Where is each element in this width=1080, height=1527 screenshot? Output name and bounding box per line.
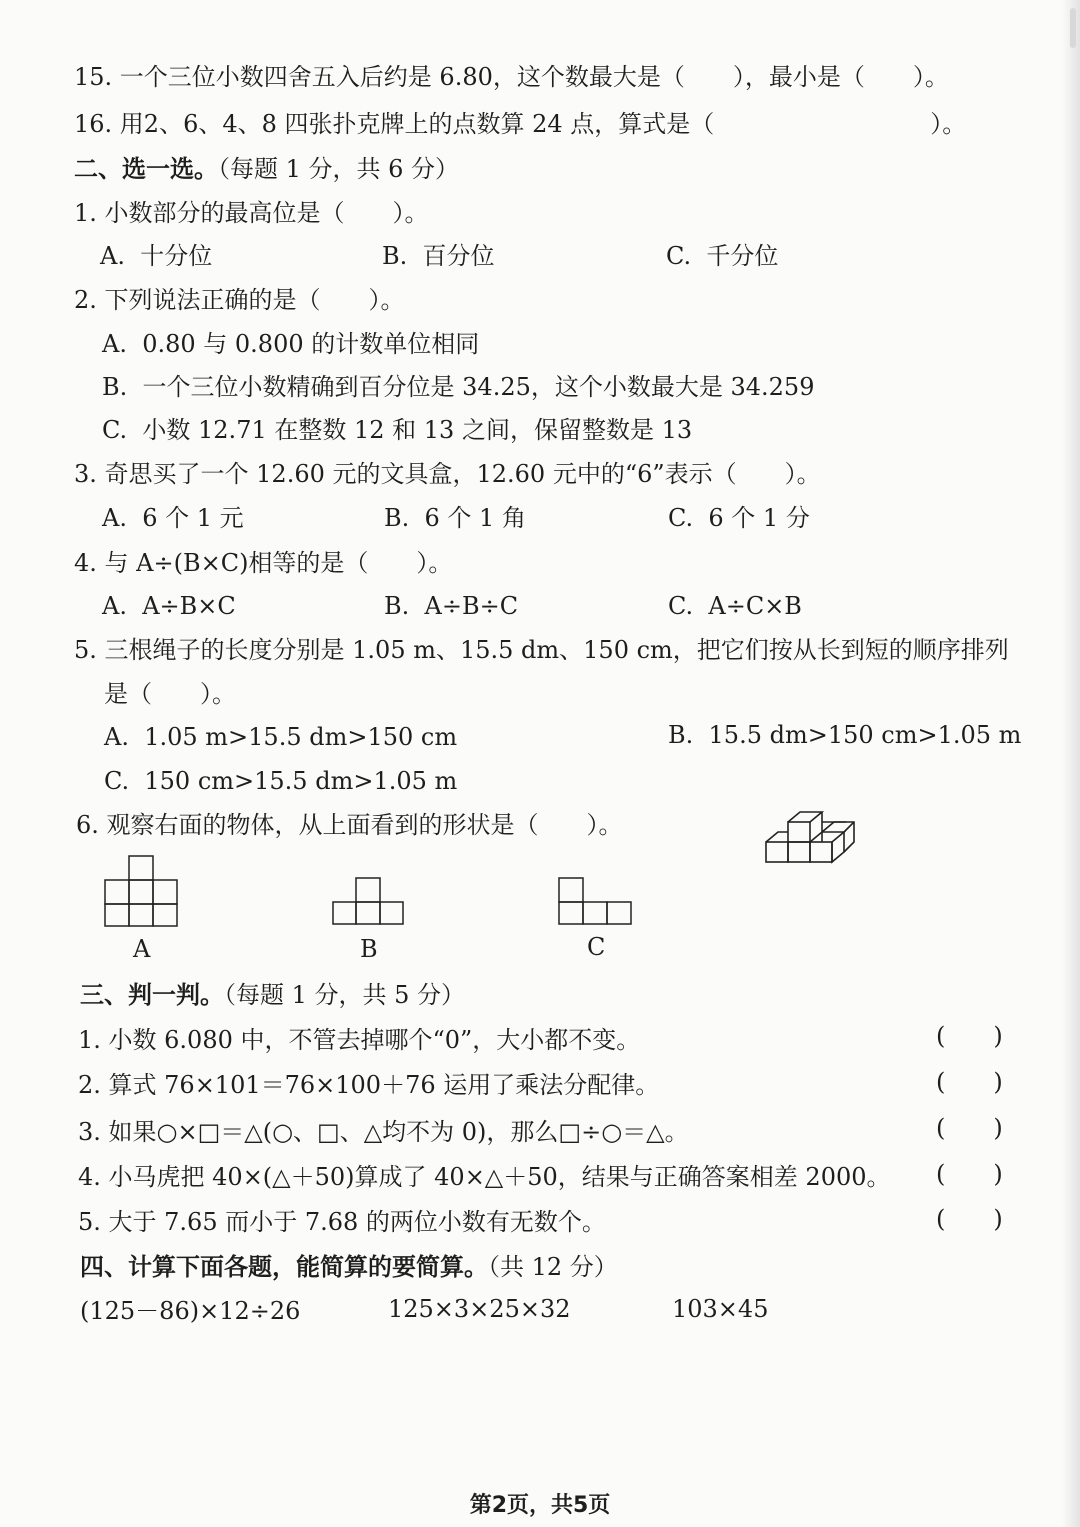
choice-q5-stem-continued: 是（ ）。 [104,680,236,708]
choice-q1-option-b: B. 百分位 [382,242,495,270]
judge-answer-bracket-1: ( ) [936,1022,1003,1050]
section-4-heading [80,1252,618,1282]
section-3-title: 三、判一判。 [80,981,224,1009]
section-4-title: 四、计算下面各题，能简算的要简算。 [80,1253,488,1281]
judge-answer-bracket-3: ( ) [936,1114,1003,1142]
top-view-option-a [104,854,178,928]
choice-q2-option-a: A. 0.80 与 0.800 的计数单位相同 [102,330,480,358]
choice-q4-option-a: A. A÷B×C [102,592,236,620]
cube-stack-figure [762,806,858,864]
option-a-label: A [133,935,151,963]
choice-q1-option-c: C. 千分位 [666,242,779,270]
choice-q3-option-c: C. 6 个 1 分 [668,504,810,532]
calc-expression-1: (125－86)×12÷26 [80,1297,301,1325]
question-16: 16. 用2、6、4、8 四张扑克牌上的点数算 24 点，算式是（ ）。 [74,110,967,138]
choice-q6-stem: 6. 观察右面的物体，从上面看到的形状是（ ）。 [76,811,623,839]
choice-q5-stem: 5. 三根绳子的长度分别是 1.05 m、15.5 dm、150 cm，把它们按从长到短的顺序排列 [74,636,1009,664]
option-b-label: B [360,935,378,963]
section-4-points: （共 12 分） [488,1253,618,1281]
choice-q1-option-a: A. 十分位 [100,242,213,270]
judge-answer-bracket-5: ( ) [936,1205,1003,1233]
judge-item-3: 3. 如果○×□＝△(○、□、△均不为 0)，那么□÷○＝△。 [78,1118,689,1146]
choice-q3-option-a: A. 6 个 1 元 [102,504,244,532]
choice-q4-stem: 4. 与 A÷(B×C)相等的是（ ）。 [74,549,453,577]
judge-item-5: 5. 大于 7.65 而小于 7.68 的两位小数有无数个。 [78,1208,606,1236]
section-3-points: （每题 1 分，共 5 分） [224,981,466,1009]
section-2-title: 二、选一选。 [74,155,218,183]
choice-q5-option-a: A. 1.05 m>15.5 dm>150 cm [104,723,458,751]
judge-item-4: 4. 小马虎把 40×(△＋50)算成了 40×△＋50，结果与正确答案相差 2000。 [78,1163,891,1191]
judge-item-2: 2. 算式 76×101＝76×100＋76 运用了乘法分配律。 [78,1071,660,1099]
top-view-option-b [332,876,404,926]
section-2-heading [74,154,459,184]
choice-q2-stem: 2. 下列说法正确的是（ ）。 [74,286,405,314]
option-c-label: C [587,933,606,961]
page-edge-mark [1070,8,1076,48]
judge-answer-bracket-2: ( ) [936,1068,1003,1096]
calc-expression-2: 125×3×25×32 [388,1295,571,1323]
choice-q5-option-b: B. 15.5 dm>150 cm>1.05 m [668,721,1022,749]
choice-q4-option-c: C. A÷C×B [668,592,802,620]
choice-q3-option-b: B. 6 个 1 角 [384,504,526,532]
top-view-option-c [558,876,632,926]
page-number-footer: 第2页，共5页 [469,1493,611,1518]
judge-item-1: 1. 小数 6.080 中，不管去掉哪个“0”，大小都不变。 [78,1026,641,1054]
section-2-points: （每题 1 分，共 6 分） [218,155,460,183]
judge-answer-bracket-4: ( ) [936,1160,1003,1188]
choice-q2-option-c: C. 小数 12.71 在整数 12 和 13 之间，保留整数是 13 [102,416,693,444]
choice-q3-stem: 3. 奇思买了一个 12.60 元的文具盒，12.60 元中的“6”表示（ ）。 [74,460,821,488]
page-edge-shadow [1062,0,1080,1527]
calc-expression-3: 103×45 [672,1295,769,1323]
section-3-heading [80,980,465,1010]
choice-q2-option-b: B. 一个三位小数精确到百分位是 34.25，这个小数最大是 34.259 [102,373,815,401]
choice-q5-option-c: C. 150 cm>15.5 dm>1.05 m [104,767,458,795]
choice-q4-option-b: B. A÷B÷C [384,592,519,620]
question-15: 15. 一个三位小数四舍五入后约是 6.80，这个数最大是（ ），最小是（ ）。 [74,63,949,91]
choice-q1-stem: 1. 小数部分的最高位是（ ）。 [74,199,429,227]
